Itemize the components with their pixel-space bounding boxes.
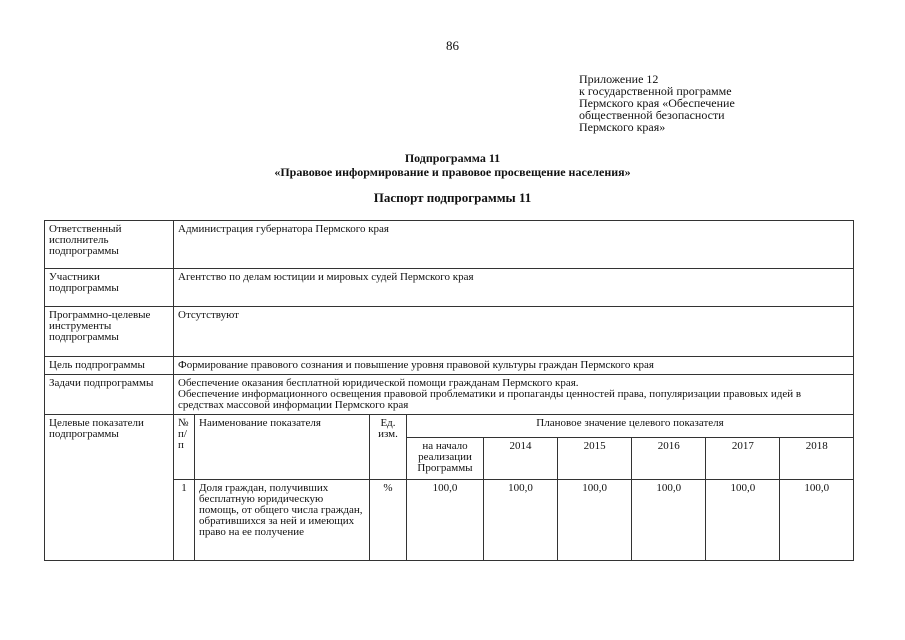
col-plan-header: Плановое значение целевого показателя — [407, 415, 854, 438]
subprogram-title — [0, 151, 905, 179]
indicator-num: 1 — [174, 480, 195, 560]
row-value — [174, 375, 854, 415]
col-name-header: Наименование показателя — [195, 415, 370, 480]
row-label: Участники подпрограммы — [45, 269, 174, 307]
indicators-table — [174, 415, 853, 560]
row-value: Агентство по делам юстиции и мировых судей Пермского края — [174, 269, 854, 307]
row-value: Отсутствуют — [174, 307, 854, 357]
page-number: 86 — [446, 38, 459, 53]
table-row — [45, 375, 854, 415]
row-label: Цель подпрограммы — [45, 357, 174, 375]
indicator-value: 100,0 — [407, 480, 484, 560]
row-label: Целевые показатели подпрограммы — [45, 415, 174, 561]
row-value: Администрация губернатора Пермского края — [174, 221, 854, 269]
table-row — [45, 221, 854, 269]
passport-title: Паспорт подпрограммы 11 — [373, 190, 532, 205]
passport-table — [44, 220, 854, 561]
indicator-row — [174, 480, 853, 560]
title-line-1: Подпрограмма 11 — [404, 151, 501, 165]
table-row — [45, 307, 854, 357]
title-line-2: «Правовое информирование и правовое просвещение населения» — [274, 165, 631, 179]
indicators-header-row — [174, 415, 853, 438]
indicator-value: 100,0 — [558, 480, 632, 560]
table-row — [45, 269, 854, 307]
row-value: Формирование правового сознания и повышение уровня правовой культуры граждан Пермского края — [174, 357, 854, 375]
row-label: Ответственный исполнитель подпрограммы — [45, 221, 174, 269]
col-num-header: № п/п — [174, 415, 195, 480]
year-header: 2014 — [484, 438, 558, 480]
indicator-value: 100,0 — [780, 480, 853, 560]
year-header: на начало реализации Программы — [407, 438, 484, 480]
row-label: Задачи подпрограммы — [45, 375, 174, 415]
indicators-cell — [174, 415, 854, 561]
table-row — [45, 415, 854, 561]
year-header: 2015 — [558, 438, 632, 480]
year-header: 2018 — [780, 438, 853, 480]
table-row — [45, 357, 854, 375]
year-header: 2017 — [706, 438, 780, 480]
indicator-value: 100,0 — [632, 480, 706, 560]
year-header: 2016 — [632, 438, 706, 480]
col-unit-header: Ед. изм. — [370, 415, 407, 480]
indicator-value: 100,0 — [706, 480, 780, 560]
indicator-name: Доля граждан, получивших бесплатную юридическую помощь, от общего числа граждан, обратившихся за ней и имеющих право на ее получение — [195, 480, 370, 560]
indicator-value: 100,0 — [484, 480, 558, 560]
row-label: Программно-целевые инструменты подпрограммы — [45, 307, 174, 357]
indicator-unit: % — [370, 480, 407, 560]
appendix-note: Приложение 12 к государственной программе Пермского края «Обеспечение общественной безопасности Пермского края» — [579, 72, 735, 134]
task-line: Обеспечение информационного освещения правовой проблематики и пропаганды ценностей права, популяризации правовых идей в средствах массовой информации Пермского края — [178, 388, 802, 411]
task-line: Обеспечение оказания бесплатной юридической помощи гражданам Пермского края. — [178, 377, 579, 389]
